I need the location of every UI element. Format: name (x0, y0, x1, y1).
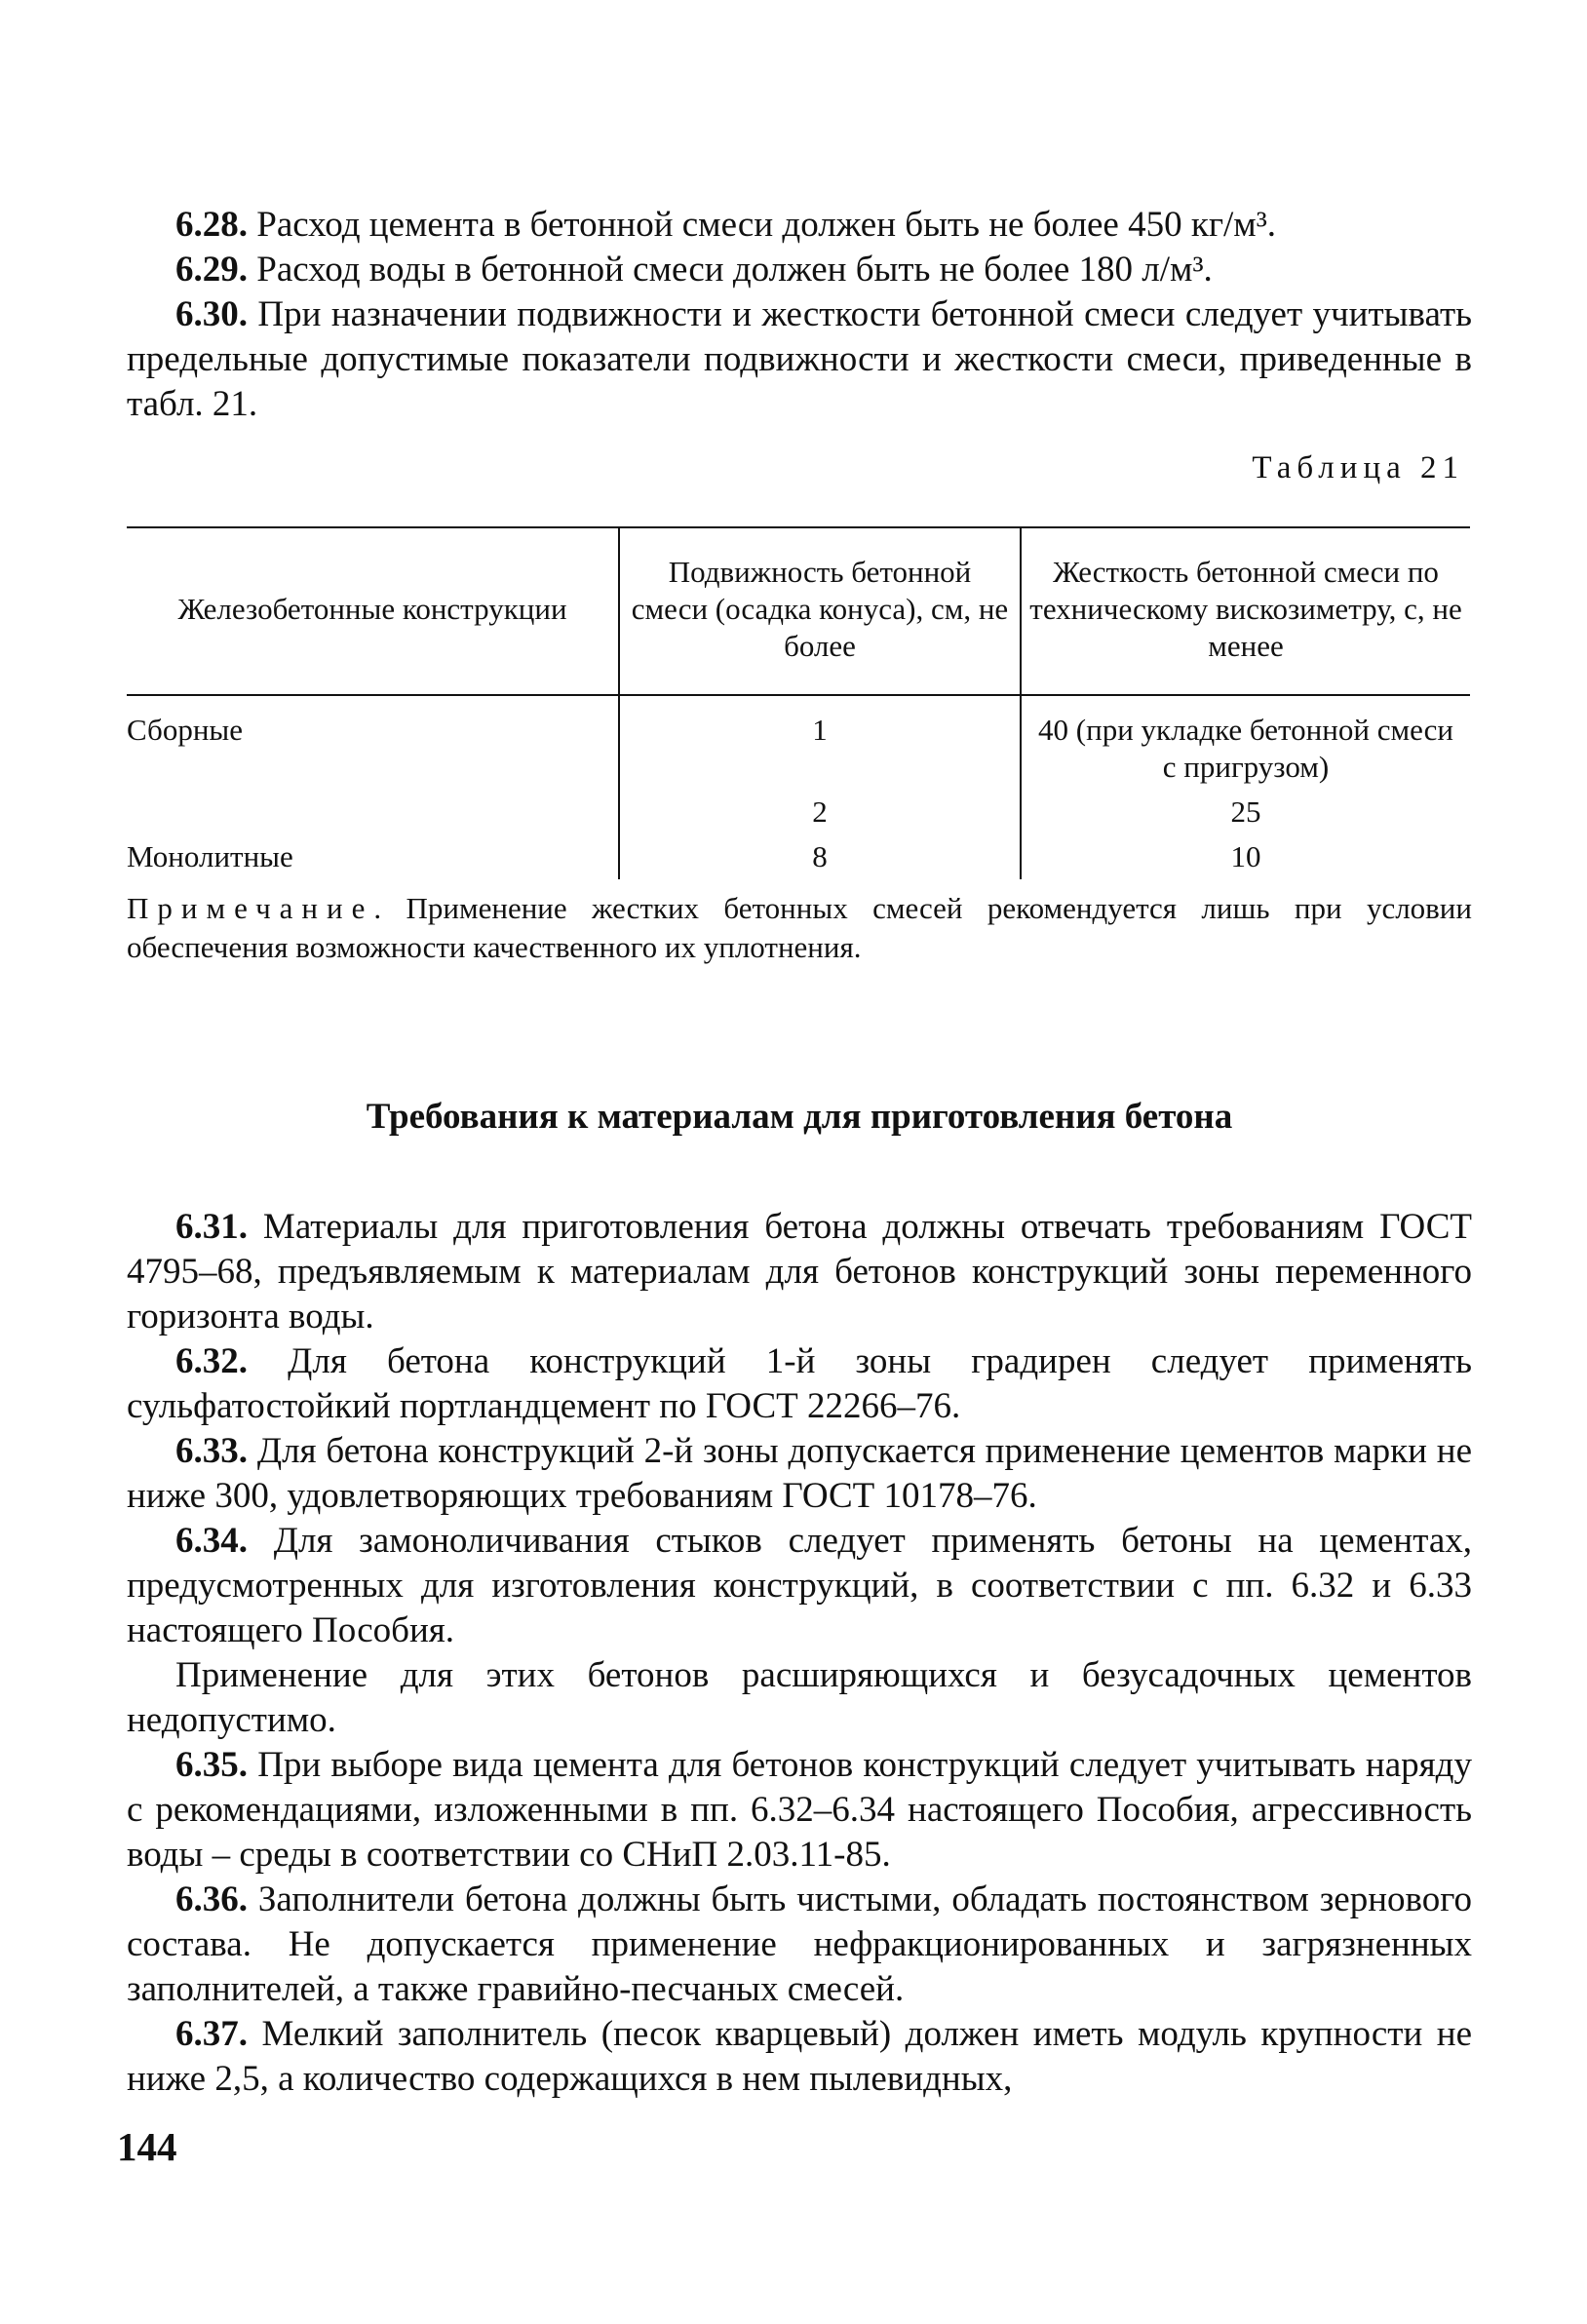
table-cell (127, 790, 619, 834)
table-header-row (127, 527, 1470, 695)
table-row (127, 790, 1470, 834)
paragraph-text: Расход цемента в бетонной смеси должен быть не более 450 кг/м³. (248, 205, 1277, 245)
paragraph-number: 6.36. (175, 1879, 248, 1919)
section-heading: Требования к материалам для приготовления бетона (366, 1097, 1233, 1137)
table-21 (127, 526, 1470, 879)
table-cell: 2 (619, 790, 1021, 834)
page-number: 144 (117, 2124, 177, 2169)
paragraph-text: Заполнители бетона должны быть чистыми, обладать постоянством зернового состава. Не допускается применение нефракционированных и загрязненных заполнителей, а также гравийно-песчаных смесей. (127, 1879, 1472, 2009)
table-caption: Таблица 21 (1252, 450, 1464, 485)
paragraph-text: Для бетона конструкций 2-й зоны допускается применение цементов марки не ниже 300, удовлетворяющих требованиям ГОСТ 10178–76. (127, 1431, 1472, 1516)
table-cell: 8 (619, 834, 1021, 879)
paragraph-6-36 (127, 1878, 1472, 2012)
paragraph-text: Для бетона конструкций 1-й зоны градирен следует применять сульфатостойкий портландцемент по ГОСТ 22266–76. (127, 1341, 1472, 1426)
paragraph-6-30 (127, 292, 1472, 427)
table-cell: 1 (619, 695, 1021, 790)
paragraph-number: 6.29. (175, 250, 248, 290)
table-note (127, 889, 1472, 967)
paragraph-6-33 (127, 1429, 1472, 1519)
paragraph-number: 6.35. (175, 1745, 248, 1785)
intro-section (127, 203, 1472, 427)
paragraph-text: При выборе вида цемента для бетонов конструкций следует учитывать наряду с рекомендациями, изложенными в пп. 6.32–6.34 настоящего Пособия, агрессивность воды – среды в соответствии со СНиП 2.03.11-85. (127, 1745, 1472, 1875)
paragraph-6-37 (127, 2012, 1472, 2102)
paragraph-number: 6.33. (175, 1431, 248, 1471)
table-cell: 40 (при укладке бетонной смеси с пригрузом) (1021, 695, 1470, 790)
note-label: Примечание (127, 891, 374, 925)
paragraph-number: 6.37. (175, 2014, 248, 2054)
paragraph-text: Расход воды в бетонной смеси должен быть не более 180 л/м³. (248, 250, 1213, 290)
paragraph-6-34 (127, 1519, 1472, 1653)
paragraph-number: 6.34. (175, 1521, 248, 1561)
paragraph-number: 6.28. (175, 205, 248, 245)
paragraph-6-28 (127, 203, 1472, 248)
paragraph-text: Для замоноличивания стыков следует применять бетоны на цементах, предусмотренных для изготовления конструкций, в соответствии с пп. 6.32 и 6.33 настоящего Пособия. (127, 1521, 1472, 1650)
note-text: . Применение жестких бетонных смесей рекомендуется лишь при условии обеспечения возможности качественного их уплотнения. (127, 891, 1472, 964)
paragraph-number: 6.32. (175, 1341, 248, 1381)
table-header-cell: Железобетонные конструкции (177, 592, 567, 626)
table-header-cell: Жесткость бетонной смеси по техническому вискозиметру, с, не менее (1021, 527, 1470, 695)
table-cell: Сборные (127, 713, 244, 747)
table-cell: 10 (1021, 834, 1470, 879)
paragraph-text: При назначении подвижности и жесткости бетонной смеси следует учитывать предельные допустимые показатели подвижности и жесткости смеси, приведенные в табл. 21. (127, 294, 1472, 424)
materials-section (127, 1205, 1472, 2102)
paragraph-number: 6.31. (175, 1207, 248, 1247)
paragraph-6-29 (127, 248, 1472, 292)
paragraph-text: Мелкий заполнитель (песок кварцевый) должен иметь модуль крупности не ниже 2,5, а количество содержащихся в нем пылевидных, (127, 2014, 1472, 2099)
table-row (127, 834, 1470, 879)
paragraph-6-32 (127, 1339, 1472, 1429)
paragraph-6-31 (127, 1205, 1472, 1339)
table-cell: 25 (1021, 790, 1470, 834)
paragraph-6-35 (127, 1743, 1472, 1878)
paragraph-6-34-continued: Применение для этих бетонов расширяющихся и безусадочных цементов недопустимо. (127, 1655, 1472, 1740)
table-header-cell: Подвижность бетонной смеси (осадка конуса), см, не более (619, 527, 1021, 695)
paragraph-text: Материалы для приготовления бетона должны отвечать требованиям ГОСТ 4795–68, предъявляемым к материалам для бетонов конструкций зоны переменного горизонта воды. (127, 1207, 1472, 1336)
table-row (127, 695, 1470, 790)
paragraph-number: 6.30. (175, 294, 248, 334)
table-cell: Монолитные (127, 839, 293, 873)
